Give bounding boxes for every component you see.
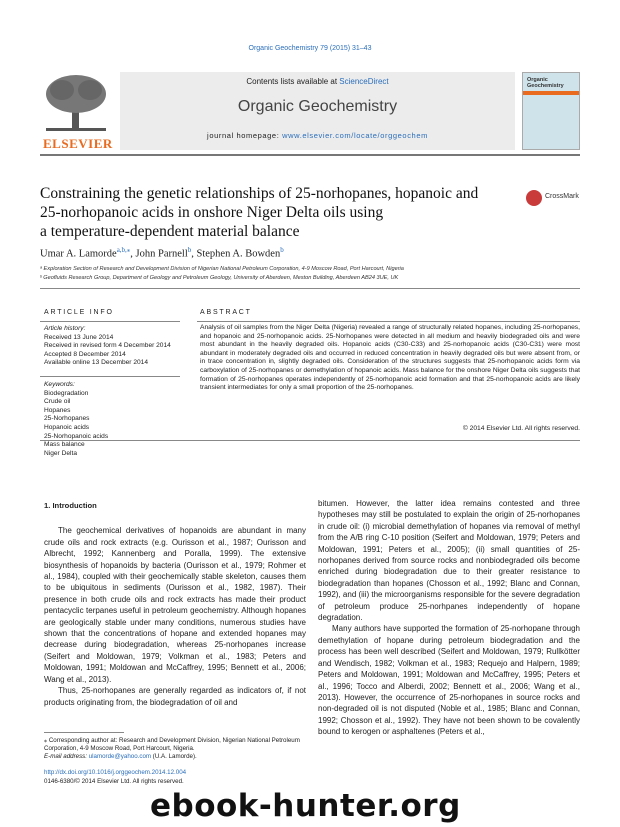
article-title: [40, 184, 500, 241]
email-label: E-mail address:: [44, 753, 89, 760]
cover-title: Organic Geochemistry: [527, 77, 564, 89]
doi-link[interactable]: http://dx.doi.org/10.1016/j.orggeochem.2014.12.004: [44, 769, 187, 776]
affiliation: ᵃ Exploration Section of Research and Development Division of Nigerian National Petroleum Corporation, 4-9 Moscow Road, Port Harcourt, Nigeria: [40, 266, 404, 272]
email-line: [44, 753, 306, 761]
intro-left-column: [44, 500, 306, 708]
keyword: Niger Delta: [44, 449, 77, 457]
divider: [40, 288, 580, 289]
keyword: Hopanoic acids: [44, 423, 90, 431]
watermark: ebook-hunter.org: [150, 788, 461, 824]
divider: [40, 321, 180, 322]
author-list: [40, 246, 580, 260]
paragraph: Many authors have supported the formation of 25-norhopane through demethylation of hopane during petroleum biodegradation and the process has been well described (Seifert and Moldowan, 1979; Rullkötter and Wendisch, 1982; Volkman et al., 1983; Requejo and Halpern, 1989; Peters and Moldowan, 1991; Moldowan and McCaffrey, 1995; Peters et al., 1996; Tocco and Alberdi, 2002; Bennett et al., 2006; Wang et al., 2013). However, the occurrence of 25-norhopanes in source rocks and non-degraded oil is not disputed (Noble et al., 1985; Blanc and Connan, 1992; Chosson et al., 1992). They have not been shown to be covalently bound to kerogen or asphaltenes (Peters et al.,: [318, 624, 580, 737]
divider: [40, 376, 180, 377]
contents-prefix: Contents lists available at: [246, 77, 340, 86]
intro-right-column: [318, 498, 580, 738]
history-item: Available online 13 December 2014: [44, 359, 148, 367]
history-item: Accepted 8 December 2014: [44, 350, 126, 358]
paragraph: Thus, 25-norhopanes are generally regarded as indicators of, if not products originating from, the biodegradation of oil and: [44, 686, 306, 707]
publisher-name: ELSEVIER: [43, 136, 113, 151]
footnote-divider: [44, 732, 124, 733]
keywords: [44, 381, 184, 458]
journal-reference[interactable]: Organic Geochemistry 79 (2015) 31–43: [248, 45, 372, 52]
keyword: 25-Norhopanes: [44, 415, 90, 423]
title-line: a temperature-dependent material balance: [40, 223, 300, 240]
keyword: Hopanes: [44, 406, 71, 414]
keyword: Mass balance: [44, 441, 85, 449]
author-affiliation-marker[interactable]: b: [280, 246, 284, 254]
author-name[interactable]: Umar A. Lamorde: [40, 248, 117, 260]
abstract-body: Analysis of oil samples from the Niger Delta (Nigeria) revealed a range of structurally related hopanes, including 25-norhopanes, and hopanoic and 25-norhopanoic acids. 25-Norhopanes were detected in all medium and heavily biodegraded oils and were most abundant in the heavily degraded oils. Hopanoic acids (C30-C33) and 25-norhopanoic acids (C30-C31) were most abundant in moderately degraded oils and occurred in reduced concentration in heavily degraded oils but were absent from, or in trace concentration in, slightly degraded oils. Consideration of the structures suggests that 25-norhopanoic acids form via carboxylation of 25-norhopanes or demethylation of hopanoic acids. Mass balance for the onshore Niger Delta oils suggests that formation of 25-norhopanes operates independently of 25-norhopanoic acid formation and that 25-norhopanoic acids are likely transient intermediates for only a small proportion of the 25-norhopanes.: [200, 324, 580, 392]
author-affiliation-marker[interactable]: b: [187, 246, 192, 254]
crossmark-badge[interactable]: [526, 187, 586, 209]
title-line: 25-norhopanoic acids in onshore Niger Delta oils using: [40, 204, 384, 221]
copyright: © 2014 Elsevier Ltd. All rights reserved.: [462, 425, 580, 432]
paragraph: The geochemical derivatives of hopanoids are abundant in many crude oils and rock extracts (e.g. Ourisson et al., 1987; Ourisson and Albrecht, 1992; Kannenberg and Poralla, 1999). The extensive biosynthesis of hopanoids by bacteria (Ourisson et al., 1979; Rohmer et al., 1984), coupled with their geochemically stable skeleton, causes them to be ubiquitous in sediments (Ourisson et al., 1982, 1987). Their presence in both crude oils and rock extracts has made their product pentacyclic terpanes useful in petroleum geochemistry. Although hopanes are geologically stable under many conditions, numerous studies have shown that the concentrations of hopane and extended hopanes may decrease during biodegradation, whereas 25-norhopanes increase (Seifert and Moldowan, 1979; Volkman et al., 1983; Peters and Moldowan, 1991; Moldowan and McCaffrey, 1995; Bennett et al., 2006; Wang et al., 2013).: [44, 526, 306, 684]
author-name[interactable]: John Parnell: [135, 248, 188, 260]
section-heading: 1. Introduction: [44, 501, 97, 510]
history-item: Received 13 June 2014: [44, 333, 114, 341]
history-item: Received in revised form 4 December 2014: [44, 342, 171, 350]
affiliation: ᵇ Geofluids Research Group, Department of Geology and Petroleum Geology, University of Aberdeen, Meston Building, Aberdeen AB24 3UE, UK: [40, 275, 399, 281]
crossmark-label: CrossMark: [545, 193, 579, 200]
corresponding-author-note: ⁎ Corresponding author at: Research and Development Division, Nigerian National Petroleum Corporation, 4-9 Moscow Road, Port Harcourt, Nigeria.: [44, 737, 300, 752]
keywords-label: Keywords:: [44, 381, 75, 388]
history-label: Article history:: [44, 325, 86, 332]
author-name[interactable]: Stephen A. Bowden: [196, 248, 281, 260]
sciencedirect-link[interactable]: ScienceDirect: [339, 77, 389, 86]
email-link[interactable]: ulamorde@yahoo.com: [88, 753, 152, 760]
divider: [197, 321, 580, 322]
journal-homepage: [120, 131, 515, 140]
issn-line: 0146-6380/© 2014 Elsevier Ltd. All rights reserved.: [44, 778, 184, 785]
keyword: Crude oil: [44, 398, 71, 406]
homepage-link[interactable]: www.elsevier.com/locate/orggeochem: [282, 131, 428, 140]
paragraph: bitumen. However, the latter idea remains contested and three hypotheses may still be postulated to explain the origin of 25-norhopanes in crude oil: (i) microbial demethylation of hopanes via removal of methyl from the A/B ring C-10 position (Seifert and Moldowan, 1979; Peters and Moldowan, 1991; Peters et al., 2005); (ii) small quantities of 25-norhopanes derived from source rocks and nonbiodegraded oils become enriched during biodegradation due to their greater resistance to biodegradation than hopanes (Chosson et al., 1992; Blanc and Connan, 1992), and (iii) the microorganisms responsible for the severe degradation of petroleum produce 25-norhpanes independently of hopane degradation.: [318, 499, 580, 623]
divider: [40, 440, 580, 441]
author-affiliation-marker[interactable]: a,b,⁎: [116, 246, 131, 254]
tree-icon: [40, 72, 112, 134]
keyword: 25-Norhopanoic acids: [44, 432, 109, 440]
journal-title: Organic Geochemistry: [237, 98, 398, 115]
author-separator: ,: [130, 248, 136, 260]
elsevier-logo: [40, 72, 112, 152]
email-suffix: (U.A. Lamorde).: [151, 753, 197, 760]
author-separator: ,: [191, 248, 197, 260]
homepage-label: journal homepage:: [207, 131, 283, 140]
cover-band: [523, 91, 579, 95]
abstract-heading: ABSTRACT: [200, 309, 252, 316]
journal-cover-thumbnail: [522, 72, 580, 150]
article-info-heading: ARTICLE INFO: [44, 309, 114, 316]
keyword: Biodegradation: [44, 389, 89, 397]
contents-line: [120, 77, 515, 86]
footnote: [44, 737, 306, 761]
article-history: [44, 325, 184, 368]
title-line: Constraining the genetic relationships of 25-norhopanes, hopanoic and: [40, 185, 479, 202]
crossmark-icon: [526, 190, 542, 206]
